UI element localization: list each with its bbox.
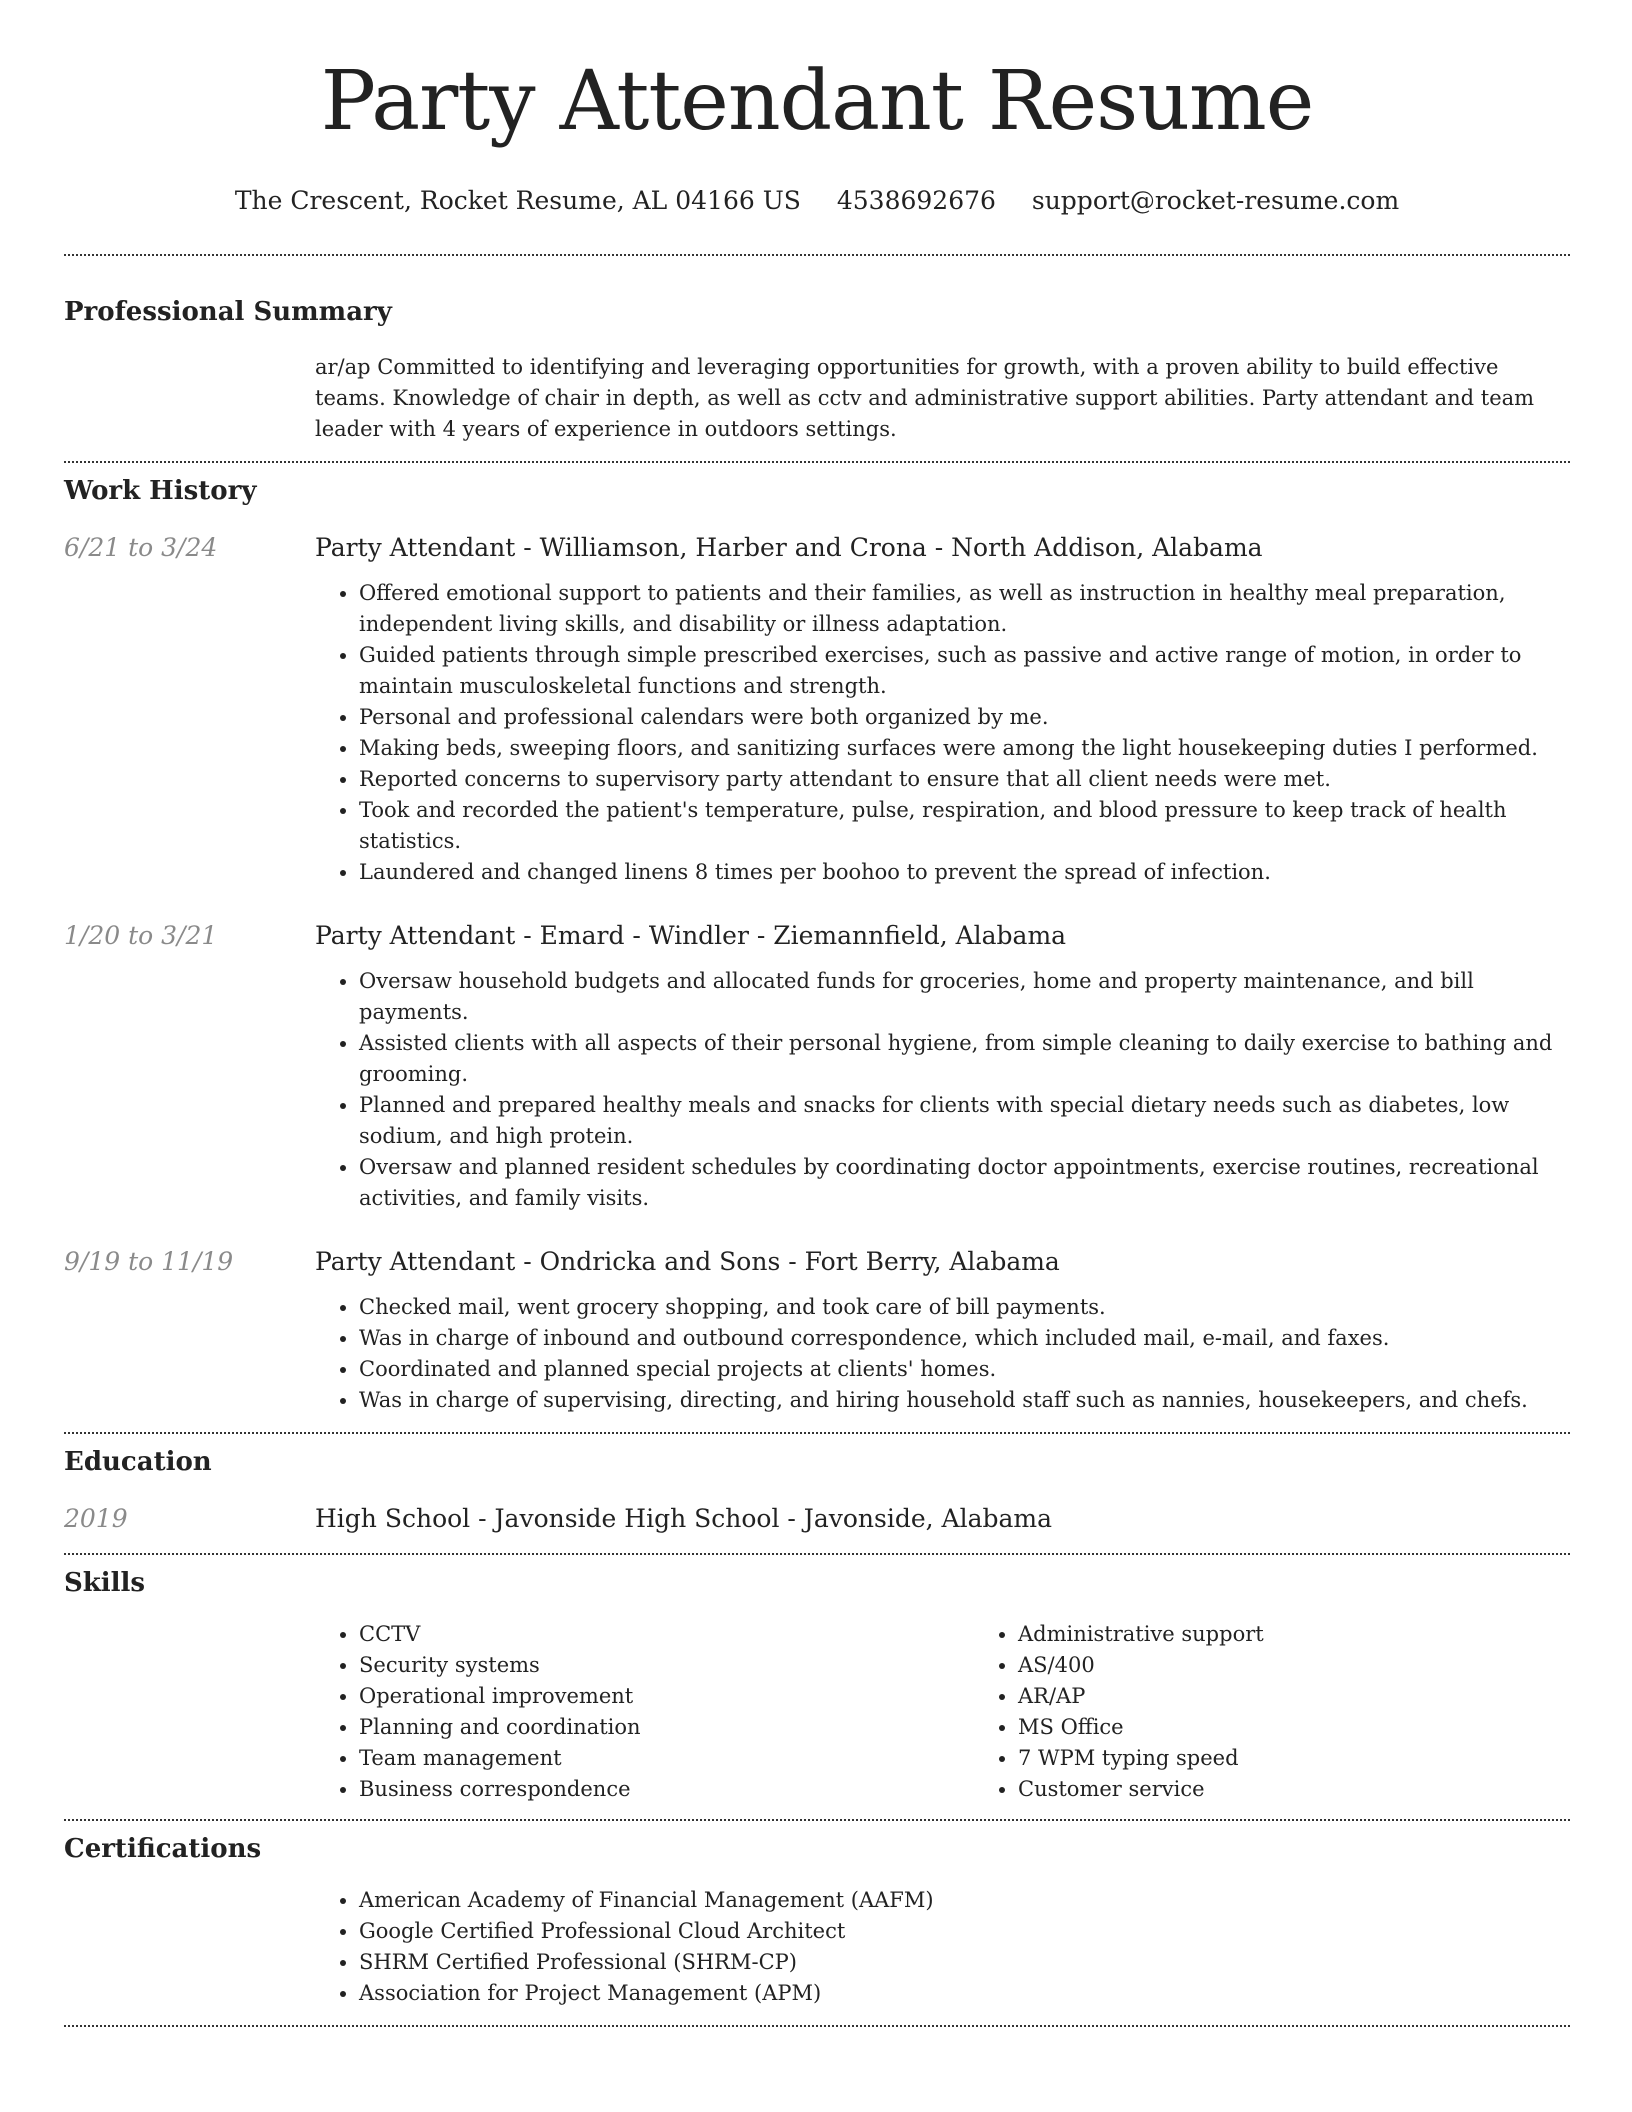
section-title-education: Education [64, 1447, 212, 1477]
list-item: • Checked mail, went grocery shopping, and took care of bill payments. [359, 1292, 1570, 1323]
skill-item: • Business correspondence [359, 1774, 974, 1805]
job-dates: 9/19 to 11/19 [64, 1247, 234, 1276]
list-item: • Making beds, sweeping floors, and sanitizing surfaces were among the light housekeeping duties I performed. [359, 733, 1570, 764]
skill-item: • AR/AP [1018, 1681, 1632, 1712]
skill-item: • Administrative support [1018, 1619, 1632, 1650]
skill-item: • CCTV [359, 1619, 974, 1650]
skill-item: • Team management [359, 1743, 974, 1774]
section-title-certifications: Certifications [64, 1834, 262, 1864]
list-item: • Offered emotional support to patients and their families, as well as instruction in healthy meal preparation, independent living skills, and disability or illness adaptation. [359, 578, 1570, 640]
certification-item: • Google Certified Professional Cloud Architect [359, 1916, 1570, 1947]
list-item: • Coordinated and planned special projects at clients' homes. [359, 1354, 1570, 1385]
list-item: • Reported concerns to supervisory party attendant to ensure that all client needs were met. [359, 764, 1570, 795]
job-entry [64, 531, 1570, 888]
contact-address: The Crescent, Rocket Resume, AL 04166 US [234, 186, 801, 215]
skill-item: • 7 WPM typing speed [1018, 1743, 1632, 1774]
certifications-section [64, 1821, 1570, 2009]
certification-item: • Association for Project Management (APM) [359, 1978, 1570, 2009]
list-item: • Assisted clients with all aspects of their personal hygiene, from simple cleaning to daily exercise to bathing and grooming. [359, 1028, 1570, 1090]
skill-item: • Customer service [1018, 1774, 1632, 1805]
skill-item: • Security systems [359, 1650, 974, 1681]
job-bullets [315, 1292, 1570, 1416]
work-history-section [64, 463, 1570, 1416]
resume-page [64, 0, 1570, 2027]
list-item: • Was in charge of inbound and outbound correspondence, which included mail, e-mail, and faxes. [359, 1323, 1570, 1354]
education-date: 2019 [64, 1504, 128, 1533]
summary-text: ar/ap Committed to identifying and leveraging opportunities for growth, with a proven ability to build effective teams. Knowledge of chair in depth, as well as cctv and administrative support abilities. Party attendant and team leader with 4 years of experience in outdoors settings. [315, 355, 1535, 441]
divider [64, 2025, 1570, 2027]
summary-section [64, 256, 1570, 445]
list-item: • Took and recorded the patient's temperature, pulse, respiration, and blood pressure to keep track of health statistics. [359, 795, 1570, 857]
contact-line [64, 184, 1570, 218]
job-dates: 6/21 to 3/24 [64, 533, 218, 562]
education-entry [64, 1502, 1570, 1536]
certifications-list [315, 1885, 1570, 2009]
job-dates: 1/20 to 3/21 [64, 921, 218, 950]
skill-item: • MS Office [1018, 1712, 1632, 1743]
job-entry [64, 919, 1570, 1214]
job-title: Party Attendant - Emard - Windler - Ziemannfield, Alabama [315, 921, 1067, 950]
list-item: • Personal and professional calendars were both organized by me. [359, 702, 1570, 733]
skill-item: • AS/400 [1018, 1650, 1632, 1681]
list-item: • Guided patients through simple prescribed exercises, such as passive and active range of motion, in order to maintain musculoskeletal functions and strength. [359, 640, 1570, 702]
job-bullets [315, 578, 1570, 888]
resume-title: Party Attendant Resume [320, 54, 1314, 149]
skill-item: • Operational improvement [359, 1681, 974, 1712]
certification-item: • SHRM Certified Professional (SHRM-CP) [359, 1947, 1570, 1978]
list-item: • Laundered and changed linens 8 times per boohoo to prevent the spread of infection. [359, 857, 1570, 888]
job-title: Party Attendant - Williamson, Harber and Crona - North Addison, Alabama [315, 533, 1263, 562]
list-item: • Oversaw household budgets and allocated funds for groceries, home and property maintenance, and bill payments. [359, 966, 1570, 1028]
education-section [64, 1434, 1570, 1536]
section-title-work-history: Work History [64, 476, 257, 506]
skills-grid [315, 1619, 1632, 1805]
section-title-summary: Professional Summary [64, 297, 392, 327]
list-item: • Planned and prepared healthy meals and snacks for clients with special dietary needs such as diabetes, low sodium, and high protein. [359, 1090, 1570, 1152]
job-bullets [315, 966, 1570, 1214]
education-title: High School - Javonside High School - Javonside, Alabama [315, 1504, 1052, 1533]
certification-item: • American Academy of Financial Management (AAFM) [359, 1885, 1570, 1916]
contact-phone: 4538692676 [836, 186, 996, 215]
job-title: Party Attendant - Ondricka and Sons - Fort Berry, Alabama [315, 1247, 1060, 1276]
skills-list-right [974, 1619, 1632, 1805]
skills-section [64, 1555, 1570, 1805]
list-item: • Oversaw and planned resident schedules by coordinating doctor appointments, exercise routines, recreational activities, and family visits. [359, 1152, 1570, 1214]
resume-header [64, 0, 1570, 218]
list-item: • Was in charge of supervising, directing, and hiring household staff such as nannies, housekeepers, and chefs. [359, 1385, 1570, 1416]
section-title-skills: Skills [64, 1568, 146, 1598]
contact-email: support@rocket-resume.com [1031, 186, 1400, 215]
skills-list-left [315, 1619, 974, 1805]
job-entry [64, 1245, 1570, 1416]
skill-item: • Planning and coordination [359, 1712, 974, 1743]
